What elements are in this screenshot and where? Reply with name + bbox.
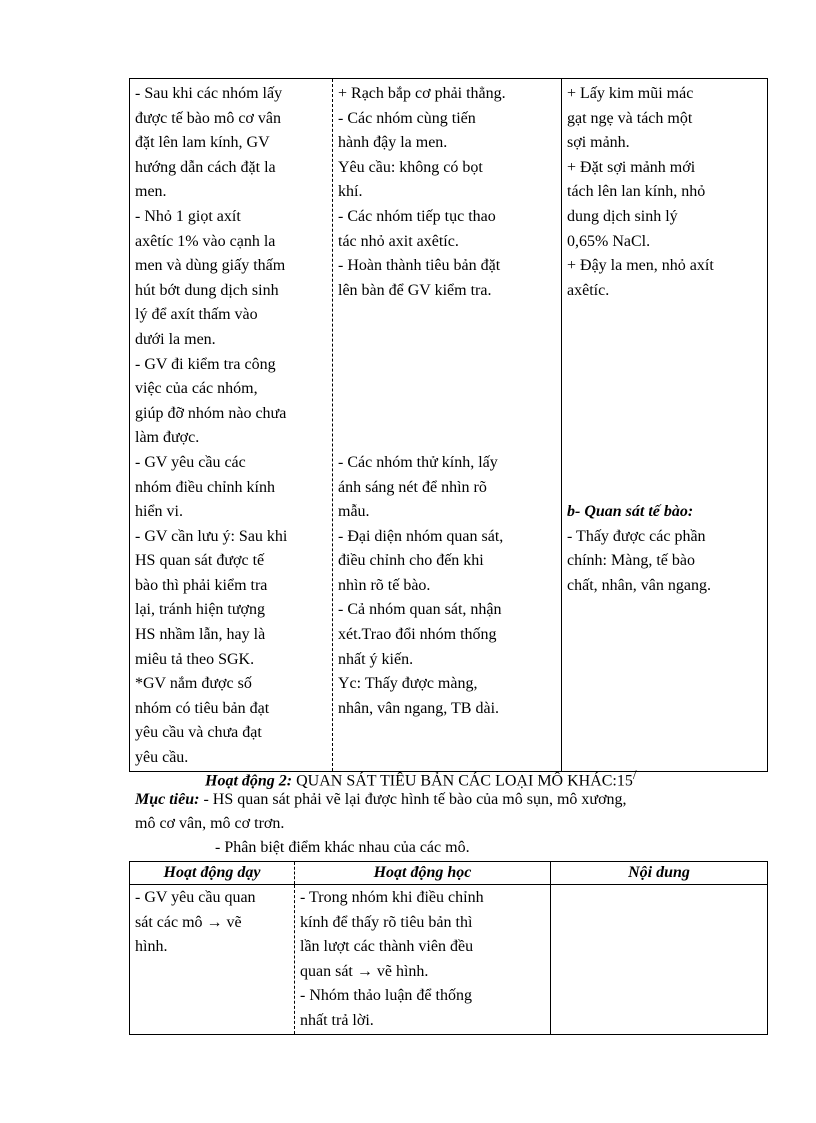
text-line: - Các nhóm tiếp tục thao — [338, 207, 496, 225]
text-line: khí. — [338, 183, 363, 201]
text-line: - Sau khi các nhóm lấy — [135, 85, 283, 102]
activity-table-2 — [129, 861, 768, 1035]
text-line: - GV yêu cầu các — [135, 453, 246, 471]
text-line: gạt ngẹ và tách một — [567, 109, 693, 127]
student-activity-cell — [333, 79, 562, 772]
text-line: nhóm điều chỉnh kính — [135, 478, 275, 496]
text-line: chính: Màng, tế bào — [567, 552, 695, 570]
text-line: đặt lên lam kính, GV — [135, 134, 270, 152]
text-line: - GV đi kiểm tra công — [135, 355, 276, 373]
text-line: nhất trả lời. — [300, 1011, 374, 1029]
text-line: quan sát → vẽ hình. — [300, 962, 429, 980]
goal-text-1: - HS quan sát phải vẽ lại được hình tế bào của mô sụn, mô xương, — [199, 791, 627, 808]
text-line: 0,65% NaCl. — [567, 232, 651, 250]
text-line: *GV nắm được số — [135, 675, 252, 693]
content-lines-top — [567, 82, 762, 303]
text-line: - GV cần lưu ý: Sau khi — [135, 527, 288, 545]
table-row — [130, 885, 768, 1035]
text-line: - Đại diện nhóm quan sát, — [338, 527, 504, 545]
teacher-activity-cell — [130, 79, 333, 772]
text-line: lại, tránh hiện tượng — [135, 601, 265, 619]
text-line: hình. — [135, 938, 168, 956]
spacer — [338, 426, 556, 451]
content-subheading: b- Quan sát tế bào: — [567, 503, 694, 521]
text-line: lên bàn để GV kiểm tra. — [338, 281, 492, 299]
spacer — [567, 303, 762, 328]
spacer — [338, 377, 556, 402]
text-line: - Nhỏ 1 giọt axít — [135, 207, 241, 225]
text-line: yêu cầu và chưa đạt — [135, 724, 262, 742]
spacer — [567, 377, 762, 402]
text-line: - Hoàn thành tiêu bản đặt — [338, 257, 501, 275]
text-line: axêtíc 1% vào cạnh la — [135, 232, 276, 250]
text-line: sợi mảnh. — [567, 134, 630, 152]
teacher-activity-lines — [135, 82, 327, 771]
text-line: kính để thấy rõ tiêu bản thì — [300, 913, 473, 931]
text-line: + Rạch bắp cơ phải thẳng. — [338, 85, 506, 102]
text-line: axêtíc. — [567, 281, 610, 299]
text-line: nhất ý kiến. — [338, 650, 414, 668]
text-line: việc của các nhóm, — [135, 380, 258, 398]
text-line: ánh sáng nét để nhìn rõ — [338, 478, 487, 496]
student-activity-lines-bottom — [338, 451, 556, 722]
text-line: yêu cầu. — [135, 749, 189, 767]
teacher-activity-lines — [135, 886, 289, 960]
text-line: Yêu cầu: không có bọt — [338, 158, 483, 176]
student-activity-lines — [300, 886, 545, 1034]
text-line: - Thấy được các phần — [567, 527, 706, 545]
text-line: hiển vi. — [135, 503, 183, 521]
text-line: + Đặt sợi mảnh mới — [567, 158, 696, 176]
goal-line-1 — [135, 788, 627, 812]
teacher-activity-cell — [130, 885, 295, 1035]
text-line: HS quan sát được tế — [135, 552, 265, 570]
spacer — [567, 353, 762, 378]
text-line: nhìn rõ tế bào. — [338, 576, 431, 594]
student-activity-lines-top — [338, 82, 556, 303]
text-line: dưới la men. — [135, 330, 216, 348]
text-line: mẫu. — [338, 503, 370, 521]
text-line: bào thì phải kiểm tra — [135, 576, 268, 594]
text-line: - Nhóm thảo luận để thống — [300, 987, 472, 1005]
text-line: xét.Trao đổi nhóm thống — [338, 626, 497, 644]
text-line: tách lên lan kính, nhỏ — [567, 183, 706, 201]
spacer — [567, 328, 762, 353]
text-line: - Trong nhóm khi điều chỉnh — [300, 889, 484, 906]
content-cell — [562, 79, 768, 772]
column-header-learning: Hoạt động học — [295, 862, 551, 885]
text-line: điều chỉnh cho đến khi — [338, 552, 484, 570]
text-line: - Các nhóm thử kính, lấy — [338, 453, 498, 471]
activity-label: Hoạt động 2: — [205, 772, 293, 790]
column-header-teaching: Hoạt động dạy — [130, 862, 295, 885]
column-header-content: Nội dung — [551, 862, 768, 885]
text-line: men. — [135, 183, 167, 201]
content-cell — [551, 885, 768, 1035]
text-line: - GV yêu cầu quan — [135, 889, 256, 906]
text-line: nhóm có tiêu bản đạt — [135, 699, 270, 717]
text-line: dung dịch sinh lý — [567, 207, 678, 225]
text-line: men và dùng giấy thấm — [135, 257, 286, 275]
text-line: HS nhầm lẫn, hay là — [135, 626, 266, 644]
text-line: hút bớt dung dịch sinh — [135, 281, 279, 299]
text-line: lý để axít thấm vào — [135, 306, 258, 324]
text-line: giúp đỡ nhóm nào chưa — [135, 404, 287, 422]
table-header-row — [130, 862, 768, 885]
activity-title-text: QUAN SÁT TIÊU BẢN CÁC LOẠI MÔ KHÁC:15 — [292, 772, 633, 790]
text-line: + Lấy kim mũi mác — [567, 85, 694, 102]
table-row — [130, 79, 768, 772]
text-line: - Cả nhóm quan sát, nhận — [338, 601, 502, 619]
spacer — [567, 476, 762, 501]
spacer — [567, 402, 762, 427]
spacer — [338, 328, 556, 353]
text-line: tác nhỏ axit axêtíc. — [338, 232, 459, 250]
text-line: hành đậy la men. — [338, 134, 448, 152]
text-line: hướng dẫn cách đặt la — [135, 158, 276, 176]
spacer — [338, 402, 556, 427]
goal-label: Mục tiêu: — [135, 791, 200, 808]
content-lines-bottom — [567, 525, 762, 599]
text-line: + Đậy la men, nhỏ axít — [567, 257, 714, 275]
minutes-mark: / — [632, 767, 637, 782]
text-line: làm được. — [135, 429, 200, 447]
goal-line-2: mô cơ vân, mô cơ trơn. — [135, 815, 285, 832]
text-line: lần lượt các thành viên đều — [300, 938, 474, 956]
text-line: chất, nhân, vân ngang. — [567, 576, 711, 594]
goal-line-3: - Phân biệt điểm khác nhau của các mô. — [215, 839, 470, 856]
text-line: được tế bào mô cơ vân — [135, 109, 281, 127]
spacer — [567, 451, 762, 476]
text-line: miêu tả theo SGK. — [135, 650, 255, 668]
text-line: - Các nhóm cùng tiến — [338, 109, 476, 127]
student-activity-cell — [295, 885, 551, 1035]
activity-table-continued — [129, 78, 768, 772]
spacer — [338, 353, 556, 378]
spacer — [338, 303, 556, 328]
spacer — [567, 426, 762, 451]
text-line: nhân, vân ngang, TB dài. — [338, 699, 500, 717]
text-line: sát các mô → vẽ — [135, 913, 242, 931]
text-line: Yc: Thấy được màng, — [338, 675, 478, 693]
